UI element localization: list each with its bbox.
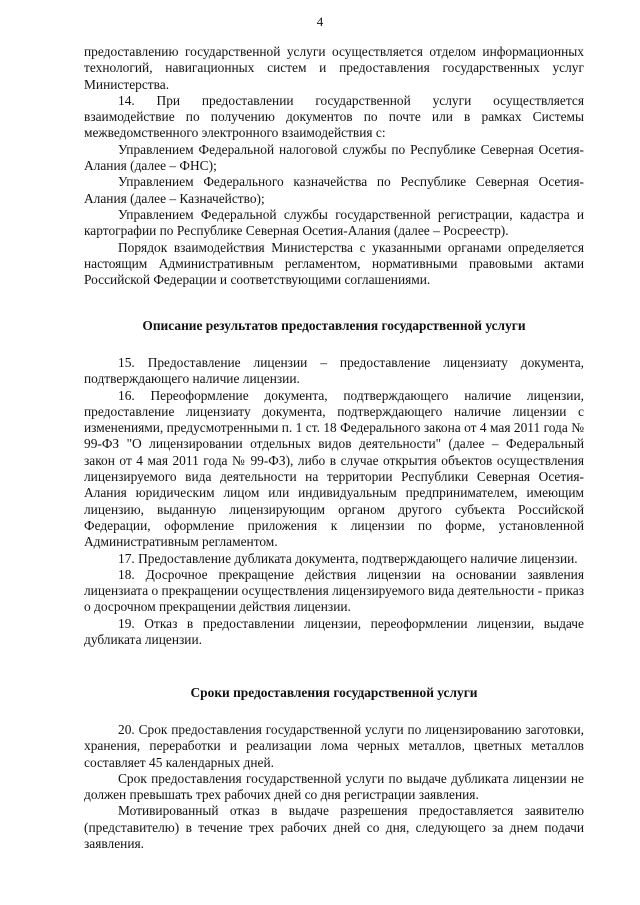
paragraph-17: 17. Предоставление дубликата документа, подтверждающего наличие лицензии. [118,550,578,566]
paragraph: Управлением Федеральной службы государственной регистрации, кадастра и картографии по Республике Северная Осетия-Алания (далее – Росреестр). [84,206,584,239]
paragraph: предоставлению государственной услуги осуществляется отделом информационных технологий, навигационных систем и предоставления государственных услуг Министерства. [84,44,584,92]
text-block-2 [84,355,584,648]
paragraph: Мотивированный отказ в выдаче разрешения предоставляется заявителю (представителю) в течение трех рабочих дней со дня, следующего за днем подачи заявления. [84,803,584,852]
paragraph-16: 16. Переоформление документа, подтверждающего наличие лицензии, предоставление лицензиату документа, подтверждающего наличие лицензии с изменениями, предусмотренными п. 1 ст. 18 Федерального закона от 4 мая 2011 года № 99-ФЗ "О лицензировании отдельных видов деятельности" (далее – Федеральный закон от 4 мая 2011 года № 99-ФЗ), либо в случае открытия объектов осуществления лицензируемого вида деятельности на территории Республики Северная Осетия-Алания юридическим лицом или индивидуальным предпринимателем, имеющим лицензию, выданную лицензирующим органом другого субъекта Российской Федерации, оформление приложения к лицензии по форме, установленной Административным регламентом. [84,387,584,550]
paragraph-18: 18. Досрочное прекращение действия лицензии на основании заявления лицензиата о прекращении осуществления лицензируемого вида деятельности - приказ о досрочном прекращении действия лицензии. [84,566,584,615]
paragraph-19: 19. Отказ в предоставлении лицензии, переоформлении лицензии, выдаче дубликата лицензии. [84,615,584,648]
page-number: 4 [316,14,324,29]
paragraph: Срок предоставления государственной услуги по выдаче дубликата лицензии не должен превышать трех рабочих дней со дня регистрации заявления. [84,770,584,803]
section-heading-results: Описание результатов предоставления государственной услуги [142,318,526,333]
paragraph-15: 15. Предоставление лицензии – предоставление лицензиату документа, подтверждающего наличие лицензии. [84,355,584,387]
paragraph: Порядок взаимодействия Министерства с указанными органами определяется настоящим Административным регламентом, нормативными правовыми актами Российской Федерации и соответствующими соглашениями. [84,239,584,288]
paragraph-20: 20. Срок предоставления государственной услуги по лицензированию заготовки, хранения, переработки и реализации лома черных металлов, цветных металлов составляет 45 календарных дней. [84,722,584,770]
paragraph: Управлением Федерального казначейства по Республике Северная Осетия-Алания (далее – Казначейство); [84,174,584,206]
paragraph-14: 14. При предоставлении государственной услуги осуществляется взаимодействие по получению документов по почте или в рамках Системы межведомственного электронного взаимодействия с: [84,92,584,141]
text-block-3 [84,722,584,852]
section-heading-terms: Сроки предоставления государственной услуги [190,685,478,700]
paragraph: Управлением Федеральной налоговой службы по Республике Северная Осетия-Алания (далее – ФНС); [84,141,584,174]
text-block-1 [84,44,584,288]
